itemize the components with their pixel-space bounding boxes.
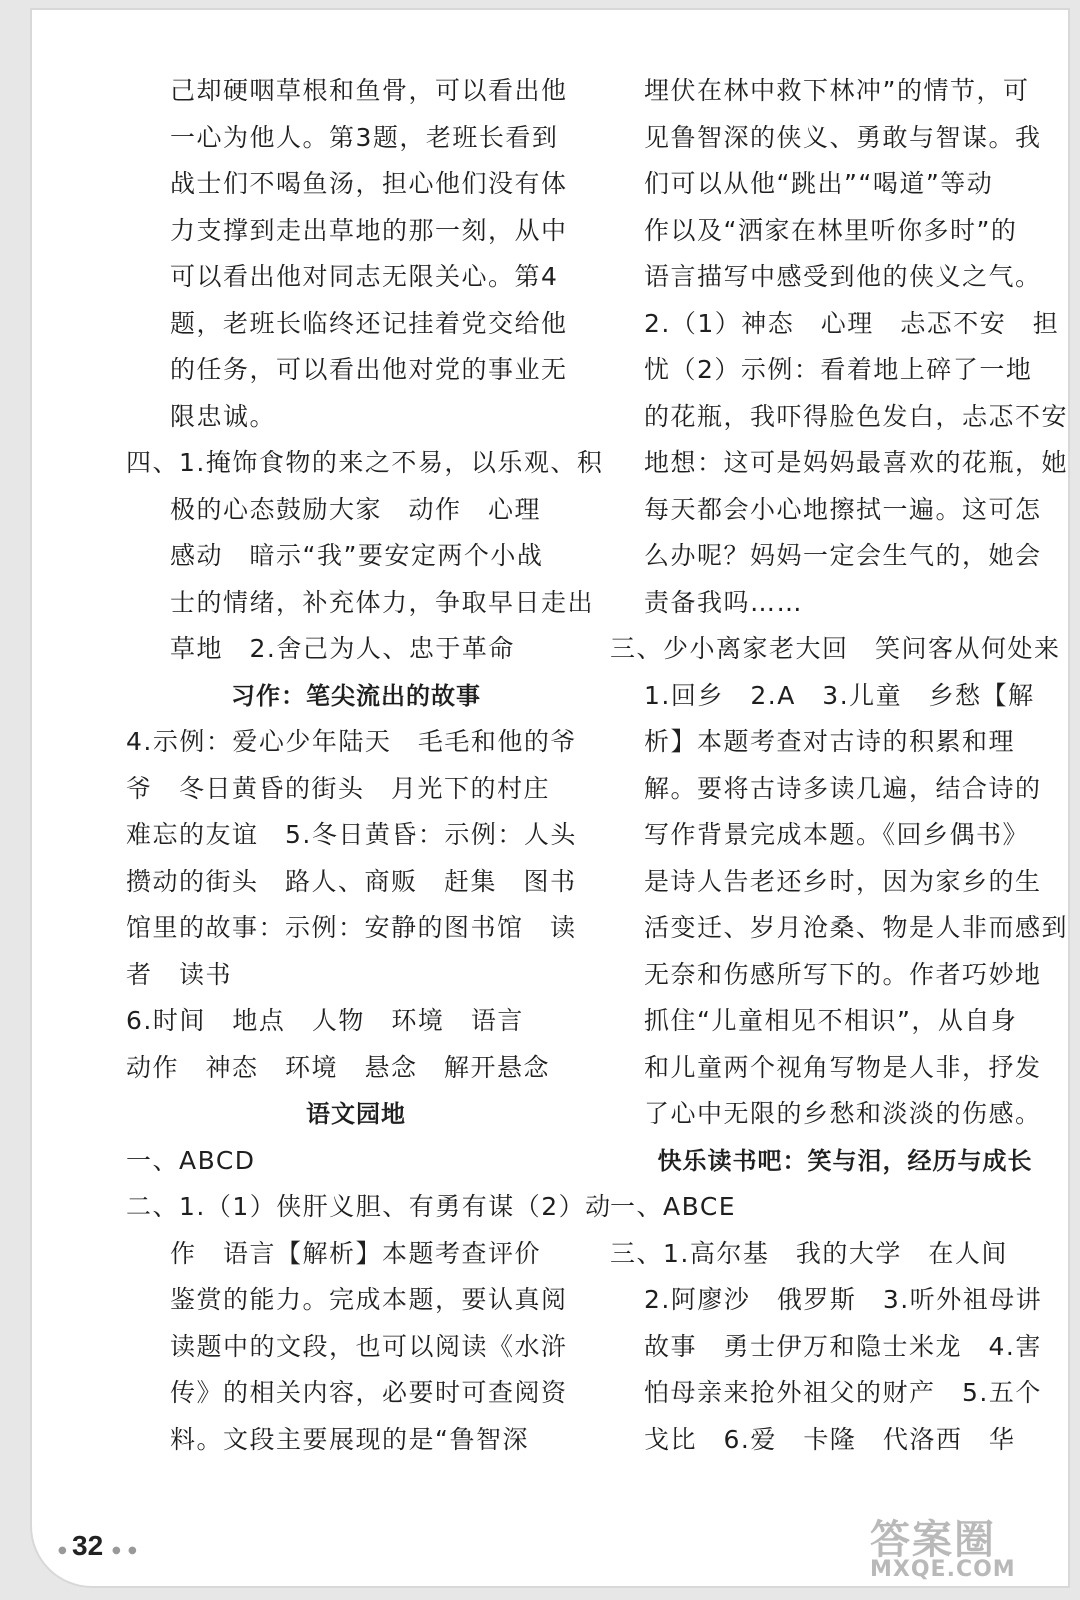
page-number: 32 xyxy=(72,1530,104,1561)
text-line: 爷 冬日黄昏的街头 月光下的村庄 xyxy=(126,773,551,803)
text-line: 题，老班长临终还记挂着党交给他 xyxy=(170,308,568,338)
text-line: 士的情绪，补充体力，争取早日走出 xyxy=(170,587,595,617)
question-heading: 一、ABCE xyxy=(610,1192,737,1221)
text-line: 么办呢？妈妈一定会生气的，她会 xyxy=(644,541,1042,570)
question-heading: 三、少小离家老大回 笑问客从何处来 xyxy=(610,634,1061,663)
text-line: 作 语言【解析】本题考查评价 xyxy=(170,1238,542,1268)
text-line: 戈比 6.爱 卡隆 代洛西 华 xyxy=(644,1424,1016,1454)
text-line: 力支撑到走出草地的那一刻，从中 xyxy=(170,215,568,245)
text-line: 鉴赏的能力。完成本题，要认真阅 xyxy=(170,1285,568,1314)
text-line: 地想：这可是妈妈最喜欢的花瓶，她 xyxy=(644,448,1069,477)
text-line: 和儿童两个视角写物是人非，抒发 xyxy=(644,1052,1042,1082)
text-line: 见鲁智深的侠义、勇敢与智谋。我 xyxy=(644,122,1042,152)
question-heading: 一、ABCD xyxy=(126,1145,256,1175)
text-line: 语言描写中感受到他的侠义之气。 xyxy=(644,262,1042,291)
text-line: 动作 神态 环境 悬念 解开悬念 xyxy=(126,1052,551,1082)
text-line: 感动 暗示“我”要安定两个小战 xyxy=(170,541,544,570)
text-line: 作以及“洒家在林里听你多时”的 xyxy=(644,215,1018,245)
text-line: 的任务，可以看出他对党的事业无 xyxy=(170,355,568,384)
text-line: 解。要将古诗多读几遍，结合诗的 xyxy=(644,773,1042,803)
text-line: 活变迁、岁月沧桑、物是人非而感到 xyxy=(644,913,1069,942)
left-column xyxy=(126,68,612,1463)
page-number-dot-decoration: ● xyxy=(58,1545,67,1556)
page-number-dot-decoration: ● xyxy=(128,1545,137,1556)
watermark-logo xyxy=(870,1508,1040,1588)
text-line: 者 读书 xyxy=(126,959,233,989)
text-line: 1.回乡 2.A 3.儿童 乡愁【解 xyxy=(644,680,1035,710)
text-line: 责备我吗…… xyxy=(644,587,804,617)
watermark-text: 答案圈 xyxy=(870,1517,996,1563)
text-line: 是诗人告老还乡时，因为家乡的生 xyxy=(644,866,1042,896)
text-line: 一心为他人。第3题，老班长看到 xyxy=(170,122,559,152)
text-line: 难忘的友谊 5.冬日黄昏：示例：人头 xyxy=(126,820,577,849)
text-line: 忧（2）示例：看着地上碎了一地 xyxy=(644,355,1033,384)
question-heading: 三、1.高尔基 我的大学 在人间 xyxy=(610,1238,1008,1268)
text-line: 怕母亲来抢外祖父的财产 5.五个 xyxy=(644,1378,1042,1407)
text-line: 抓住“儿童相见不相识”，从自身 xyxy=(644,1006,1018,1035)
text-line: 料。文段主要展现的是“鲁智深 xyxy=(170,1424,529,1454)
text-line: 传》的相关内容，必要时可查阅资 xyxy=(170,1378,568,1407)
text-line: 的花瓶，我吓得脸色发白，忐忑不安 xyxy=(644,401,1069,431)
text-line: 极的心态鼓励大家 动作 心理 xyxy=(170,494,542,524)
text-line: 己却硬咽草根和鱼骨，可以看出他 xyxy=(170,76,568,105)
text-line: 攒动的街头 路人、商贩 赶集 图书 xyxy=(126,866,577,896)
text-line: 每天都会小心地擦拭一遍。这可怎 xyxy=(644,494,1042,524)
question-heading: 二、1.（1）侠肝义胆、有勇有谋（2）动 xyxy=(126,1192,612,1221)
text-line: 了心中无限的乡愁和淡淡的伤感。 xyxy=(644,1099,1042,1128)
text-line: 析】本题考查对古诗的积累和理 xyxy=(644,727,1016,756)
text-line: 2.阿廖沙 俄罗斯 3.听外祖母讲 xyxy=(644,1285,1043,1314)
text-line: 无奈和伤感所写下的。作者巧妙地 xyxy=(644,959,1042,989)
right-column xyxy=(610,68,1080,1463)
text-line: 读题中的文段，也可以阅读《水浒 xyxy=(170,1331,568,1361)
section-title: 语文园地 xyxy=(306,1100,406,1128)
text-line: 馆里的故事：示例：安静的图书馆 读 xyxy=(126,913,577,942)
text-line: 战士们不喝鱼汤，担心他们没有体 xyxy=(170,169,568,198)
watermark-url: MXQE.COM xyxy=(870,1557,1016,1582)
text-line: 可以看出他对同志无限关心。第4 xyxy=(170,262,559,291)
text-line: 4.示例：爱心少年陆天 毛毛和他的爷 xyxy=(126,727,577,756)
text-line: 草地 2.舍己为人、忠于革命 xyxy=(170,634,515,663)
section-title: 快乐读书吧：笑与泪，经历与成长 xyxy=(657,1146,1033,1175)
text-line: 6.时间 地点 人物 环境 语言 xyxy=(126,1006,524,1035)
section-title: 习作：笔尖流出的故事 xyxy=(231,681,481,710)
text-line: 故事 勇士伊万和隐士米龙 4.害 xyxy=(644,1331,1042,1361)
text-line: 2.（1）神态 心理 忐忑不安 担 xyxy=(644,308,1060,338)
text-line: 限忠诚。 xyxy=(170,401,277,431)
document-page xyxy=(32,10,1068,1586)
page-number-dot-decoration: ● xyxy=(112,1545,121,1556)
text-line: 写作背景完成本题。《回乡偶书》 xyxy=(644,820,1030,849)
text-line: 埋伏在林中救下林冲”的情节，可 xyxy=(644,76,1030,105)
question-heading: 四、1.掩饰食物的来之不易，以乐观、积 xyxy=(126,448,604,477)
text-line: 们可以从他“跳出”“喝道”等动 xyxy=(644,169,994,198)
